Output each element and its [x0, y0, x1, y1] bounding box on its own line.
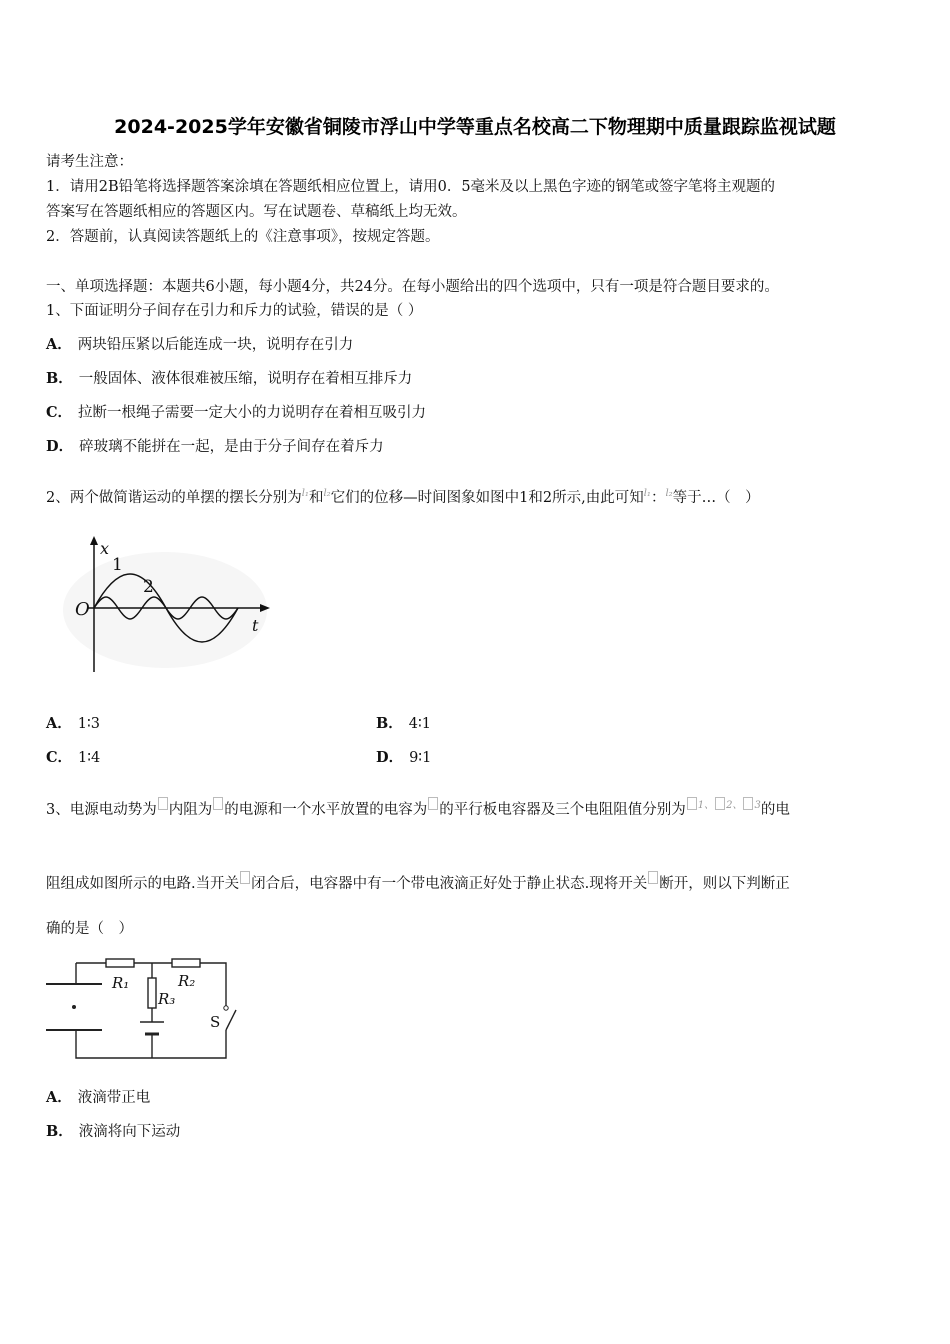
missing-symbol-placeholder [687, 797, 697, 810]
q3-text: 的电 [760, 802, 790, 818]
q2-option-c [46, 748, 100, 768]
q1-option-c [46, 403, 426, 423]
missing-symbol-placeholder [428, 797, 438, 810]
option-text: 碎玻璃不能拼在一起，是由于分子间存在着斥力 [79, 439, 384, 455]
option-text: 1∶3 [77, 716, 100, 732]
q1-option-a [46, 335, 353, 355]
q3-option-a [46, 1088, 150, 1108]
q3-text: 3、电源电动势为 [46, 802, 157, 818]
resistor-r2 [172, 959, 200, 967]
q2-stem-part: 等于…（ ） [672, 490, 760, 506]
r2-label: R₂ [178, 972, 196, 990]
missing-symbol-placeholder [715, 797, 725, 810]
missing-symbol-placeholder [158, 797, 168, 810]
q2-stem-part: 和 [308, 490, 324, 506]
symbol-l2: l₂ [665, 488, 673, 499]
q3-text: 断开，则以下判断正 [659, 876, 790, 892]
q2-option-b [376, 714, 431, 734]
option-text: 液滴将向下运动 [78, 1124, 181, 1140]
q2-stem [46, 484, 760, 508]
option-letter: B． [46, 370, 73, 387]
q2-stem-part: 它们的位移—时间图象如图中1和2所示,由此可知 [330, 490, 644, 506]
symbol-l1: l₁ [643, 488, 651, 499]
option-text: 两块铅压紧以后能连成一块，说明存在引力 [77, 337, 354, 353]
r1-label: R₁ [112, 974, 130, 992]
option-text: 4∶1 [408, 716, 431, 732]
missing-symbol-placeholder [213, 797, 223, 810]
option-letter: B． [376, 715, 403, 732]
r3-label: R₃ [158, 990, 176, 1008]
option-text: 液滴带正电 [77, 1090, 151, 1106]
q1-option-d [46, 437, 384, 457]
symbol-l2: l₂ [323, 488, 331, 499]
switch-contact [224, 1006, 228, 1010]
circuit-diagram [44, 950, 244, 1065]
missing-symbol-placeholder [240, 871, 250, 884]
option-letter: D． [376, 749, 404, 766]
option-text: 9∶1 [409, 750, 432, 766]
switch-lever [226, 1010, 236, 1030]
notice-line-1b: 答案写在答题纸相应的答题区内。写在试题卷、草稿纸上均无效。 [46, 204, 467, 220]
notice-line-1a: 1．请用2B铅笔将选择题答案涂填在答题纸相应位置上，请用0．5毫米及以上黑色字迹的钢笔或签字笔将主观题的 [46, 179, 776, 195]
q3-stem-line-2 [46, 871, 790, 894]
resistor-r3 [148, 978, 156, 1008]
missing-symbol-placeholder [648, 871, 658, 884]
option-letter: A． [46, 715, 72, 732]
resistor-subscript: 1 [697, 800, 705, 811]
option-letter: A． [46, 1089, 72, 1106]
q3-option-b [46, 1122, 180, 1142]
q2-option-d [376, 748, 431, 768]
q3-stem-line-1 [46, 796, 790, 820]
option-text: 一般固体、液体很难被压缩，说明存在着相互排斥力 [78, 371, 413, 387]
option-letter: D． [46, 438, 74, 455]
notice-line-2: 2．答题前，认真阅读答题纸上的《注意事项》，按规定答题。 [46, 229, 440, 245]
option-letter: A． [46, 336, 72, 353]
option-text: 拉断一根绳子需要一定大小的力说明存在着相互吸引力 [78, 405, 427, 421]
q2-option-a [46, 714, 100, 734]
section-heading: 一、单项选择题：本题共6小题，每小题4分，共24分。在每小题给出的四个选项中，只有一项是符合题目要求的。 [46, 279, 779, 295]
notice-heading: 请考生注意： [46, 154, 133, 170]
resistor-r1 [106, 959, 134, 967]
charged-droplet [72, 1005, 76, 1009]
t-axis-label: t [252, 616, 259, 635]
q1-stem: 1、下面证明分子间存在引力和斥力的试验，错误的是（ ） [46, 303, 423, 319]
page-title: 2024-2025学年安徽省铜陵市浮山中学等重点名校高二下物理期中质量跟踪监视试题 [114, 116, 836, 138]
q1-option-b [46, 369, 412, 389]
curve-1-label: 1 [112, 555, 123, 575]
q3-text: 阻组成如图所示的电路.当开关 [46, 876, 240, 892]
separator: 、 [732, 800, 743, 811]
x-axis-label: x [100, 539, 110, 558]
symbol-l1: l₁ [301, 488, 309, 499]
option-letter: C． [46, 404, 73, 421]
q2-stem-part: 2、两个做简谐运动的单摆的摆长分别为 [46, 490, 302, 506]
resistor-subscript: 3 [754, 800, 761, 811]
curve-2-label: 2 [143, 577, 154, 597]
q3-text: 内阻为 [168, 802, 213, 818]
separator: 、 [704, 800, 715, 811]
option-letter: C． [46, 749, 73, 766]
option-text: 1∶4 [78, 750, 101, 766]
q3-text: 的电源和一个水平放置的电容为 [224, 802, 428, 818]
q3-stem-line-3: 确的是（ ） [46, 921, 133, 937]
x-axis-arrow [90, 536, 98, 545]
ratio-colon: ： [650, 490, 666, 506]
switch-label: S [210, 1013, 221, 1031]
displacement-time-graph [60, 530, 275, 680]
q3-text: 闭合后，电容器中有一个带电液滴正好处于静止状态.现将开关 [251, 876, 648, 892]
option-letter: B． [46, 1123, 73, 1140]
missing-symbol-placeholder [743, 797, 753, 810]
q3-text: 的平行板电容器及三个电阻阻值分别为 [439, 802, 686, 818]
resistor-subscript: 2 [726, 800, 733, 811]
origin-label: O [75, 599, 90, 620]
